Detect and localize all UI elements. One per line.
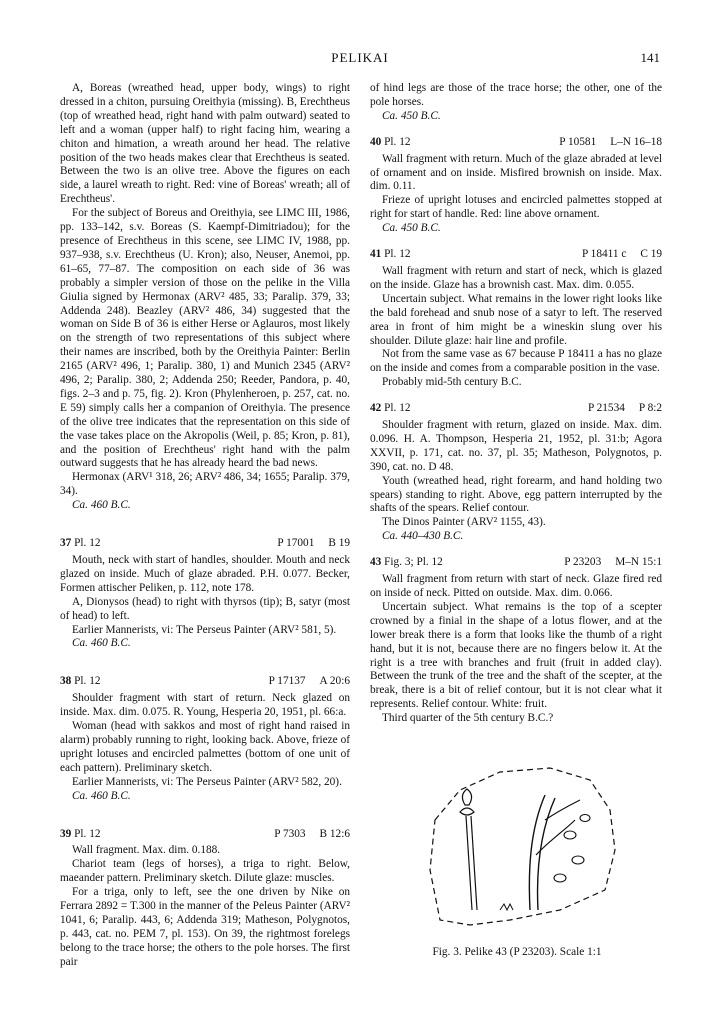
entry-inventory: P 17001 (277, 537, 315, 550)
entry-plate: Fig. 3; Pl. 12 (384, 556, 443, 569)
entry-number: 43 (370, 556, 382, 569)
paragraph: Earlier Mannerists, vi: The Perseus Painter (ARV² 582, 20). (72, 775, 342, 788)
paragraph: Woman (head with sakkos and most of right hand raised in alarm) probably running to right, looking back. Above, frieze of upright lotuses and encircled palmettes (bottom of one unit of each pattern). Preliminary sketch. (60, 720, 350, 774)
paragraph: Youth (wreathed head, right forearm, and hand holding two spears) standing to right. Above, egg pattern interrupted by the shafts of the spears. Relief contour. (370, 474, 662, 515)
paragraph: Earlier Mannerists, vi: The Perseus Painter (ARV² 581, 5). (72, 623, 337, 636)
entry-plate: Pl. 12 (384, 135, 411, 148)
paragraph: Not from the same vase as 67 because P 18411 a has no glaze on the inside and comes from a comparable position in the vase. (370, 348, 662, 375)
date-line: Ca. 460 B.C. (72, 789, 131, 802)
entry-location: B 12:6 (319, 827, 350, 840)
paragraph: A, Boreas (wreathed head, upper body, wings) to right dressed in a chiton, pursuing Oreithyia (missing). B, Erechtheus (top of wreathed head, right hand with palm outward) seated to left and a woman (upper half) to right facing him, wearing a chiton and himation, a wreath around her head. The relative position of the two heads makes clear that Erechtheus is seated. Between the two is an olive tree. Above the figures on each side, a laurel wreath to right. Red: vine of Boreas' wreath; all of Erechtheus'. (60, 82, 350, 206)
paragraph: Shoulder fragment with start of return. Neck glazed on inside. Max. dim. 0.075. R. Young, Hesperia 20, 1951, pl. 66:a. (60, 692, 350, 719)
paragraph: Wall fragment with return. Much of the glaze abraded at level of ornament and on inside. Misfired brownish on inside. Max. dim. 0.11. (370, 152, 662, 193)
date-line: Ca. 460 B.C. (72, 499, 131, 512)
paragraph: Frieze of upright lotuses and encircled palmettes stopped at right for start of handle. Red: line above ornament. (370, 194, 662, 221)
entry-inventory: P 10581 (559, 135, 597, 148)
paragraph: of hind legs are those of the trace horse; the other, one of the pole horses. (370, 82, 662, 108)
entry-plate: Pl. 12 (384, 248, 411, 261)
entry-location: L–N 16–18 (610, 135, 662, 148)
entry-location: P 8:2 (638, 402, 662, 415)
paragraph: The Dinos Painter (ARV² 1155, 43). (382, 516, 546, 529)
paragraph: Wall fragment from return with start of neck. Glaze fired red on inside of neck. Pitted on outside. Max. dim. 0.066. (370, 573, 662, 599)
entry-header (370, 402, 662, 416)
date-line: Ca. 460 B.C. (72, 637, 131, 650)
paragraph: Mouth, neck with start of handles, shoulder. Mouth and neck glazed on inside. Much of glaze abraded. P.H. 0.077. Becker, Formen attischer Peliken, p. 112, note 178. (60, 554, 350, 594)
entry-header (60, 828, 350, 842)
figure-caption: Fig. 3. Pelike 43 (P 23203). Scale 1:1 (432, 946, 602, 958)
entry-location: A 20:6 (319, 675, 350, 688)
entry-header (60, 675, 350, 689)
entry-plate: Pl. 12 (74, 675, 101, 688)
entry-inventory: P 18411 c (581, 248, 627, 261)
paragraph: Chariot team (legs of horses), a triga to right. Below, maeander pattern. Preliminary sketch. Dilute glaze: muscles. (60, 858, 350, 885)
entry-number: 42 (370, 402, 382, 415)
paragraph: Hermonax (ARV¹ 318, 26; ARV² 486, 34; 1655; Paralip. 379, 34). (60, 471, 350, 498)
running-title: PELIKAI (331, 50, 389, 65)
entry-location: B 19 (328, 537, 350, 550)
paragraph: Third quarter of the 5th century B.C.? (382, 712, 554, 725)
entry-location: C 19 (640, 248, 662, 261)
running-header (60, 50, 660, 66)
entry-plate: Pl. 12 (74, 537, 101, 550)
page-number: 141 (640, 50, 660, 65)
entry-inventory: P 7303 (274, 827, 306, 840)
entry-inventory: P 21534 (587, 402, 625, 415)
paragraph: For a triga, only to left, see the one driven by Nike on Ferrara 2892 = T.300 in the manner of the Peleus Painter (ARV² 1041, 6; Paralip. 443, 6; Addenda 319; Matheson, Polygnotos, p. 443, cat. no. PEM 7, pl. 153). On 39, the rightmost forelegs belong to the trace horse; the others to the pole horses. The first pair (60, 886, 350, 968)
entry-inventory: P 23203 (564, 556, 602, 569)
entry-number: 41 (370, 248, 382, 261)
entry-number: 40 (370, 135, 382, 148)
entry-plate: Pl. 12 (74, 827, 101, 840)
paragraph: For the subject of Boreus and Oreithyia, see LIMC III, 1986, pp. 133–142, s.v. Boreas (S. Kaempf-Dimitriadou); for the presence of Erechtheus in this scene, see LIMC IV, 1988, pp. 937–938, s.v. Erechtheus (U. Kron); also, Neuser, Anemoi, pp. 61–65, 77–87. The composition on each side of 36 was probably a simpler version of those on the pelike in the Villa Giulia signed by Hermonax (ARV² 485, 33; Paralip. 379, 33; Addenda 248). Beazley (ARV² 486, 34) suggested that the woman on Side B of 36 is either Herse or Aglauros, most likely on the strength of two representations of this subject where their names are inscribed, both by the Oreithyia Painter: Berlin 2165 (ARV² 496, 1; Paralip. 380, 1) and Munich 2345 (ARV² 496, 2; Paralip. 380, 2; Addenda 250; Reeder, Pandora, p. 40, figs. 2–3 and p. 75, fig. 2). Kron (Phylenheroen, p. 257, cat. no. E 59) simply calls her a companion of Oreithyia. The presence of the olive tree indicates that the representation on this side of the vase takes place on the Akropolis (Weil, p. 85; Kron, p. 81), and the position of Erechtheus' right hand with the palm outward suggests that he has already heard the bad news. (60, 207, 350, 470)
right-column (370, 82, 662, 726)
date-line: Ca. 450 B.C. (382, 109, 441, 122)
entry-number: 37 (60, 537, 72, 550)
pelike-fragment-drawing (410, 760, 625, 940)
entry-inventory: P 17137 (268, 675, 306, 688)
paragraph: Shoulder fragment with return, glazed on inside. Max. dim. 0.096. H. A. Thompson, Hesperia 21, 1952, pl. 31:b; Agora XXVII, p. 171, cat. no. 37, pl. 35; Matheson, Polygnotos, p. 390, cat. no. D 48. (370, 419, 662, 473)
date-line: Ca. 450 B.C. (382, 222, 441, 235)
paragraph: Wall fragment. Max. dim. 0.188. (72, 844, 221, 857)
date-line: Ca. 440–430 B.C. (382, 530, 464, 543)
entry-number: 39 (60, 827, 72, 840)
entry-number: 38 (60, 675, 72, 688)
paragraph: A, Dionysos (head) to right with thyrsos (tip); B, satyr (most of head) to left. (60, 595, 350, 622)
paragraph: Wall fragment with return and start of neck, which is glazed on the inside. Glaze has a brownish cast. Max. dim. 0.055. (370, 264, 662, 291)
paragraph: Uncertain subject. What remains in the lower right looks like the bald forehead and snub nose of a satyr to left. The reserved area in front of him might be a wineskin slung over his shoulder. Dilute glaze: hair line and profile. (370, 292, 662, 347)
entry-plate: Pl. 12 (384, 402, 411, 415)
paragraph: Probably mid-5th century B.C. (382, 376, 522, 389)
entry-header (370, 248, 662, 262)
entry-header (370, 556, 662, 570)
paragraph: Uncertain subject. What remains is the top of a scepter crowned by a finial in the shape of a lotus flower, and at the lower break there is a form that looks like the thumb of a right hand, but it is not, because there are no fingers below it. At the right is a tree with branches and fruit (fruit in added clay). Between the trunk of the tree and the shaft of the scepter, at the break, there is a bit of relief contour, but it is not clear what it represents. Relief contour. White: fruit. (370, 600, 662, 711)
left-column (60, 82, 350, 970)
entry-header (60, 537, 350, 551)
entry-header (370, 136, 662, 150)
entry-location: M–N 15:1 (615, 556, 662, 569)
